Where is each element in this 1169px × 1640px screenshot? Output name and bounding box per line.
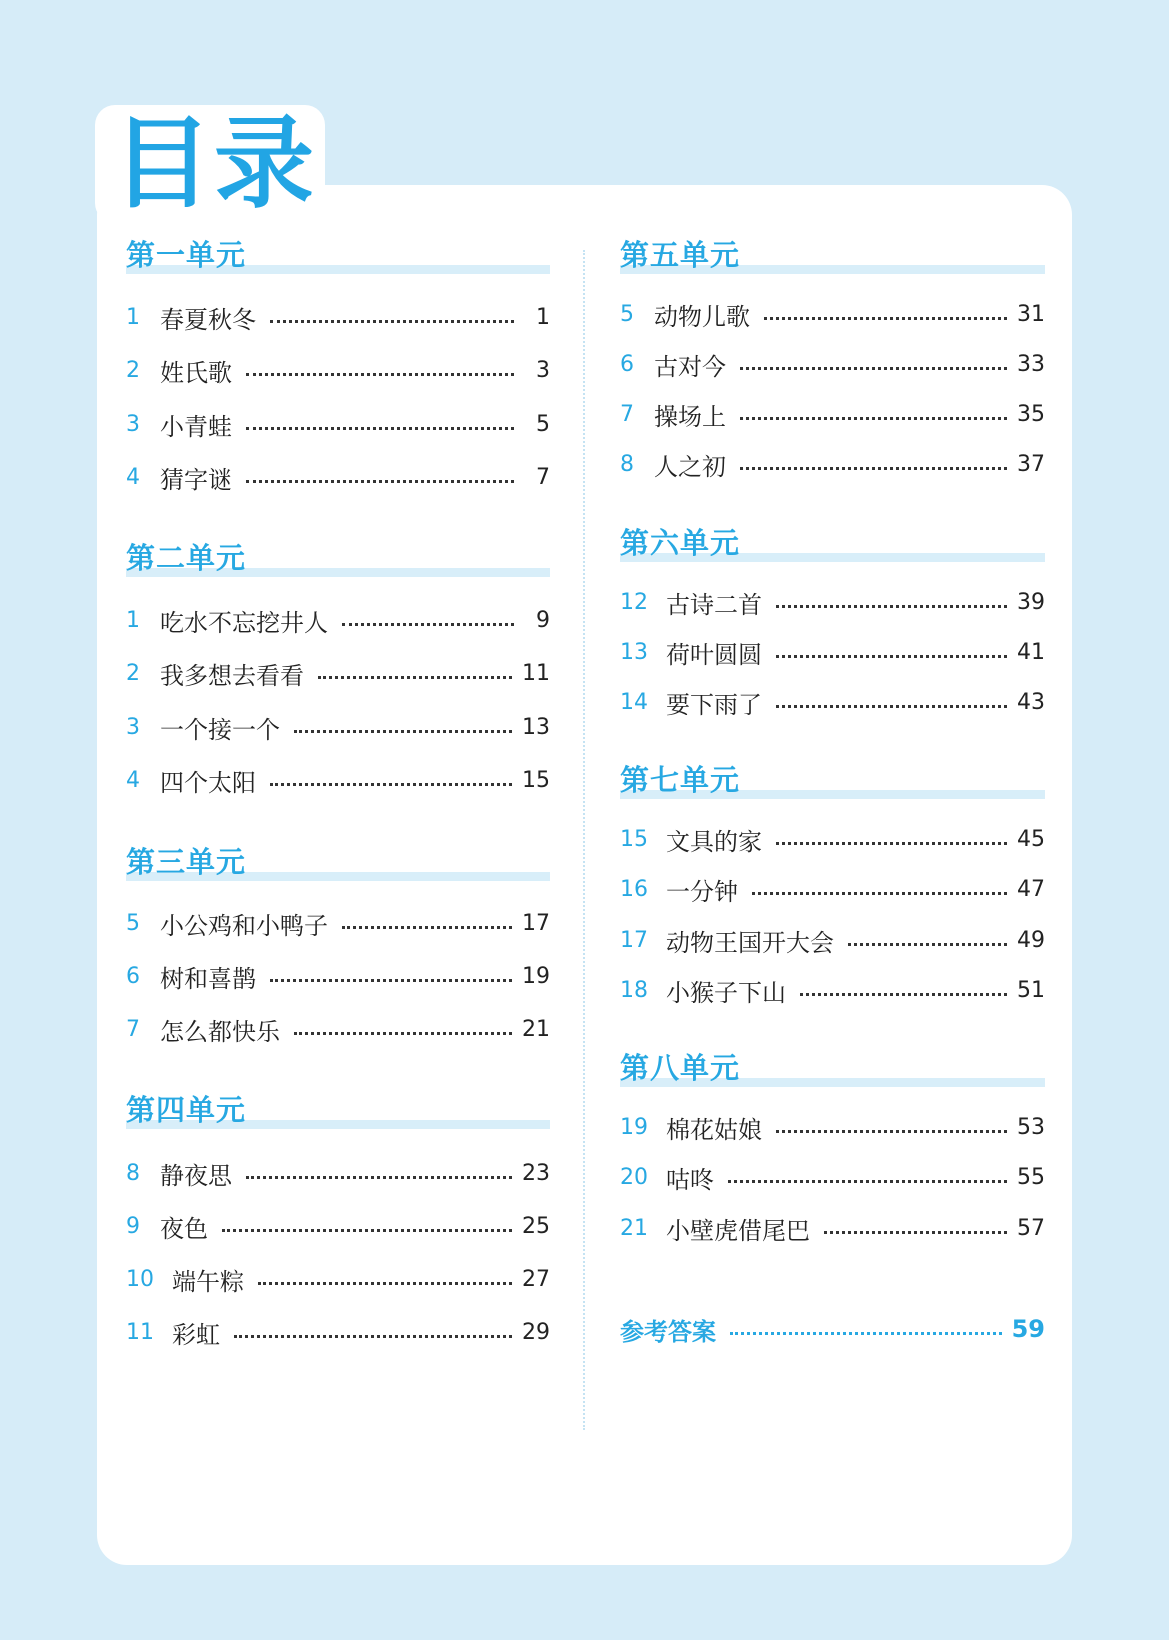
lesson-title: 端午粽 [172, 1267, 244, 1296]
leader-dots [752, 888, 1007, 895]
leader-dots [318, 672, 512, 679]
toc-entry[interactable] [620, 871, 1045, 907]
lesson-title: 一分钟 [666, 877, 738, 906]
leader-dots [776, 651, 1007, 658]
toc-entry[interactable] [620, 972, 1045, 1008]
page-number: 35 [1017, 401, 1045, 427]
unit-title: 第三单元 [126, 845, 247, 879]
page-number: 3 [536, 357, 550, 383]
lesson-title: 古对今 [654, 352, 726, 381]
leader-dots [294, 1028, 512, 1035]
lesson-number: 21 [620, 1215, 648, 1241]
column-divider [583, 250, 585, 1430]
toc-entry[interactable] [126, 709, 550, 745]
lesson-number: 16 [620, 876, 648, 902]
page-title: 目录 [112, 105, 316, 222]
lesson-title: 静夜思 [160, 1161, 232, 1190]
toc-entry[interactable] [126, 459, 550, 495]
leader-dots [246, 369, 514, 376]
lesson-number: 4 [126, 464, 140, 490]
page-number: 47 [1017, 876, 1045, 902]
lesson-number: 13 [620, 639, 648, 665]
lesson-number: 5 [126, 910, 140, 936]
toc-entry[interactable] [620, 296, 1045, 332]
lesson-number: 12 [620, 589, 648, 615]
toc-entry[interactable] [620, 821, 1045, 857]
lesson-title: 要下雨了 [666, 690, 762, 719]
toc-entry[interactable] [126, 352, 550, 388]
leader-dots [246, 1172, 512, 1179]
lesson-title: 姓氏歌 [160, 358, 232, 387]
toc-entry[interactable] [620, 1109, 1045, 1145]
lesson-title: 棉花姑娘 [666, 1115, 762, 1144]
lesson-title: 吃水不忘挖井人 [160, 608, 328, 637]
unit-title: 第七单元 [620, 763, 741, 797]
toc-entry[interactable] [620, 634, 1045, 670]
toc-entry[interactable] [620, 346, 1045, 382]
toc-entry[interactable] [126, 406, 550, 442]
leader-dots [246, 476, 514, 483]
page-number: 5 [536, 411, 550, 437]
page-number: 55 [1017, 1164, 1045, 1190]
lesson-title: 人之初 [654, 452, 726, 481]
page-number: 7 [536, 464, 550, 490]
toc-entry[interactable] [126, 1314, 550, 1350]
lesson-title: 文具的家 [666, 827, 762, 856]
lesson-number: 8 [126, 1160, 140, 1186]
lesson-number: 19 [620, 1114, 648, 1140]
page-number: 57 [1017, 1215, 1045, 1241]
lesson-number: 4 [126, 767, 140, 793]
leader-dots [740, 413, 1007, 420]
unit-title: 第四单元 [126, 1093, 247, 1127]
toc-entry[interactable] [620, 684, 1045, 720]
leader-dots [776, 838, 1007, 845]
lesson-number: 9 [126, 1213, 140, 1239]
lesson-title: 小青蛙 [160, 412, 232, 441]
unit-heading [620, 237, 1045, 283]
lesson-number: 5 [620, 301, 634, 327]
leader-dots [234, 1331, 512, 1338]
leader-dots [848, 939, 1007, 946]
page-number: 23 [522, 1160, 550, 1186]
lesson-title: 夜色 [160, 1214, 208, 1243]
toc-entry[interactable] [126, 1261, 550, 1297]
toc-entry[interactable] [620, 584, 1045, 620]
lesson-number: 18 [620, 977, 648, 1003]
page-number: 31 [1017, 301, 1045, 327]
toc-entry[interactable] [126, 1011, 550, 1047]
lesson-title: 荷叶圆圆 [666, 640, 762, 669]
unit-heading [126, 540, 550, 586]
lesson-title: 春夏秋冬 [160, 305, 256, 334]
toc-entry[interactable] [620, 396, 1045, 432]
lesson-title: 小公鸡和小鸭子 [160, 911, 328, 940]
answers-entry[interactable] [620, 1310, 1045, 1348]
page-number: 43 [1017, 689, 1045, 715]
lesson-number: 3 [126, 714, 140, 740]
page-number: 13 [522, 714, 550, 740]
page-number: 41 [1017, 639, 1045, 665]
leader-dots [824, 1227, 1007, 1234]
answers-page-number: 59 [1011, 1315, 1045, 1343]
lesson-title: 咕咚 [666, 1165, 714, 1194]
left-column [126, 0, 550, 1400]
page-number: 19 [522, 963, 550, 989]
leader-dots [270, 316, 514, 323]
leader-dots [258, 1278, 512, 1285]
toc-entry[interactable] [126, 762, 550, 798]
unit-heading [126, 237, 550, 283]
leader-dots [270, 779, 512, 786]
leader-dots [728, 1176, 1007, 1183]
unit-heading [620, 525, 1045, 571]
toc-entry[interactable] [620, 1210, 1045, 1246]
lesson-number: 8 [620, 451, 634, 477]
lesson-number: 11 [126, 1319, 154, 1345]
toc-entry[interactable] [620, 446, 1045, 482]
lesson-number: 17 [620, 927, 648, 953]
lesson-number: 6 [126, 963, 140, 989]
page-number: 27 [522, 1266, 550, 1292]
lesson-number: 15 [620, 826, 648, 852]
leader-dots [222, 1225, 512, 1232]
leader-dots [740, 463, 1007, 470]
toc-entry[interactable] [126, 299, 550, 335]
lesson-title: 小猴子下山 [666, 978, 786, 1007]
lesson-number: 7 [620, 401, 634, 427]
leader-dots [776, 601, 1007, 608]
lesson-number: 20 [620, 1164, 648, 1190]
toc-entry[interactable] [126, 905, 550, 941]
page-number: 33 [1017, 351, 1045, 377]
page-number: 49 [1017, 927, 1045, 953]
unit-title: 第五单元 [620, 238, 741, 272]
lesson-title: 动物儿歌 [654, 302, 750, 331]
leader-dots [270, 975, 512, 982]
unit-heading [126, 1092, 550, 1138]
lesson-number: 10 [126, 1266, 154, 1292]
lesson-number: 2 [126, 660, 140, 686]
lesson-number: 3 [126, 411, 140, 437]
lesson-number: 1 [126, 607, 140, 633]
lesson-title: 四个太阳 [160, 768, 256, 797]
page-number: 45 [1017, 826, 1045, 852]
page-number: 51 [1017, 977, 1045, 1003]
leader-dots [764, 313, 1007, 320]
lesson-title: 彩虹 [172, 1320, 220, 1349]
page-number: 17 [522, 910, 550, 936]
leader-dots [246, 423, 514, 430]
toc-entry[interactable] [126, 958, 550, 994]
lesson-title: 怎么都快乐 [160, 1017, 280, 1046]
lesson-title: 树和喜鹊 [160, 964, 256, 993]
leader-dots [342, 922, 512, 929]
lesson-number: 1 [126, 304, 140, 330]
toc-entry[interactable] [126, 602, 550, 638]
page-number: 9 [536, 607, 550, 633]
unit-title: 第八单元 [620, 1051, 741, 1085]
lesson-title: 古诗二首 [666, 590, 762, 619]
page-number: 39 [1017, 589, 1045, 615]
leader-dots [800, 989, 1007, 996]
lesson-number: 14 [620, 689, 648, 715]
lesson-number: 2 [126, 357, 140, 383]
lesson-title: 猜字谜 [160, 465, 232, 494]
lesson-number: 6 [620, 351, 634, 377]
toc-entry[interactable] [620, 922, 1045, 958]
page-number: 29 [522, 1319, 550, 1345]
unit-title: 第二单元 [126, 541, 247, 575]
unit-heading [126, 844, 550, 890]
page-number: 1 [536, 304, 550, 330]
toc-entry[interactable] [126, 1208, 550, 1244]
lesson-number: 7 [126, 1016, 140, 1042]
unit-heading [620, 762, 1045, 808]
toc-entry[interactable] [126, 655, 550, 691]
lesson-title: 一个接一个 [160, 715, 280, 744]
lesson-title: 我多想去看看 [160, 661, 304, 690]
leader-dots [294, 726, 512, 733]
page-number: 11 [522, 660, 550, 686]
leader-dots [730, 1328, 1002, 1335]
leader-dots [776, 1126, 1007, 1133]
answers-title: 参考答案 [620, 1316, 716, 1346]
unit-title: 第六单元 [620, 526, 741, 560]
toc-entry[interactable] [620, 1159, 1045, 1195]
lesson-title: 操场上 [654, 402, 726, 431]
lesson-title: 动物王国开大会 [666, 928, 834, 957]
right-column [620, 0, 1045, 1400]
page-number: 15 [522, 767, 550, 793]
leader-dots [740, 363, 1007, 370]
page-number: 21 [522, 1016, 550, 1042]
toc-entry[interactable] [126, 1155, 550, 1191]
leader-dots [342, 619, 514, 626]
page-number: 37 [1017, 451, 1045, 477]
unit-heading [620, 1050, 1045, 1096]
page-number: 53 [1017, 1114, 1045, 1140]
page-number: 25 [522, 1213, 550, 1239]
leader-dots [776, 701, 1007, 708]
lesson-title: 小壁虎借尾巴 [666, 1216, 810, 1245]
unit-title: 第一单元 [126, 238, 247, 272]
